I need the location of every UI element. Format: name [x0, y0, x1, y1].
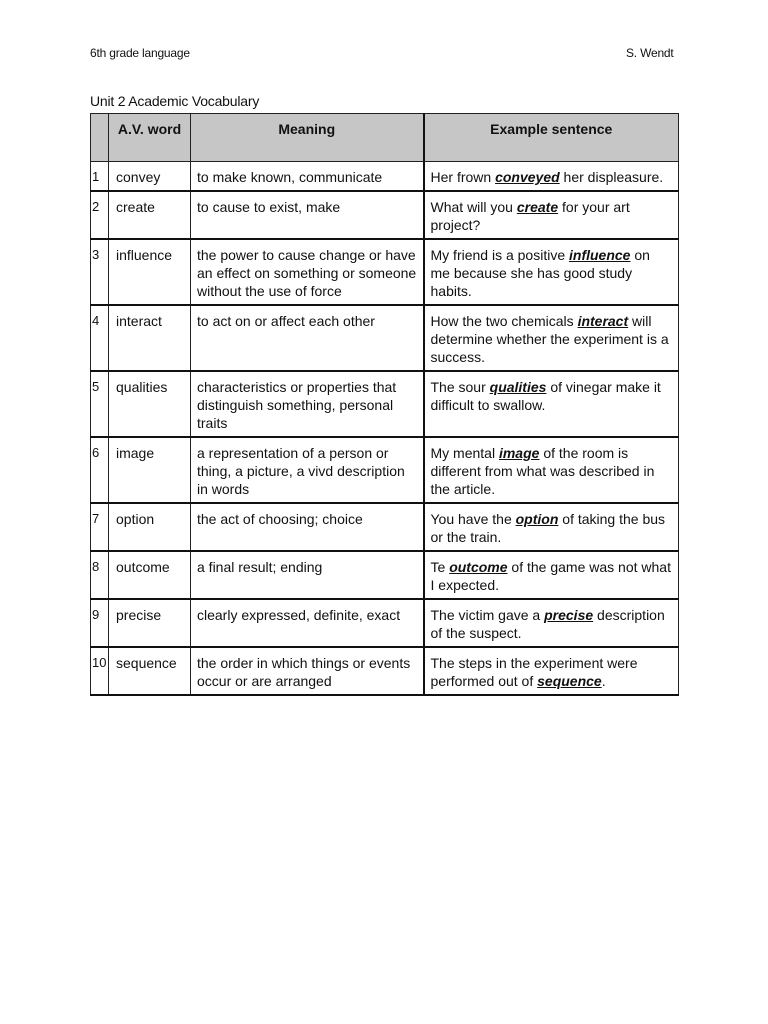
- example-text-after: of taking the bus or the train.: [430, 511, 666, 545]
- header-meaning: Meaning: [191, 114, 424, 162]
- example-text-after: on me because she has good study habits.: [430, 247, 650, 299]
- row-number: 7: [91, 503, 109, 551]
- vocab-word: influence: [109, 239, 191, 305]
- example-sentence: [424, 647, 679, 695]
- vocab-word: create: [109, 191, 191, 239]
- table-row: [91, 503, 679, 551]
- table-row: [91, 162, 679, 192]
- example-sentence: [424, 551, 679, 599]
- table-row: [91, 599, 679, 647]
- header-word: A.V. word: [109, 114, 191, 162]
- example-text-before: What will you: [430, 199, 517, 215]
- example-keyword: interact: [577, 313, 629, 329]
- vocab-word: precise: [109, 599, 191, 647]
- example-text-after: of vinegar make it difficult to swallow.: [430, 379, 661, 413]
- example-text-before: You have the: [430, 511, 516, 527]
- vocab-word: convey: [109, 162, 191, 192]
- example-text-after: description of the suspect.: [430, 607, 665, 641]
- row-number: 8: [91, 551, 109, 599]
- example-sentence: [424, 191, 679, 239]
- example-text-after: her displeasure.: [559, 169, 664, 185]
- vocab-word: qualities: [109, 371, 191, 437]
- example-keyword: image: [498, 445, 540, 461]
- example-text-after: of the game was not what I expected.: [430, 559, 671, 593]
- example-text-before: The victim gave a: [430, 607, 545, 623]
- row-number: 10: [91, 647, 109, 695]
- vocab-word: option: [109, 503, 191, 551]
- example-text-after: for your art project?: [430, 199, 630, 233]
- vocabulary-table: [90, 113, 679, 696]
- table-row: [91, 371, 679, 437]
- word-meaning: the order in which things or events occur or are arranged: [191, 647, 424, 695]
- example-keyword: conveyed: [495, 169, 560, 185]
- example-sentence: [424, 437, 679, 503]
- vocab-word: image: [109, 437, 191, 503]
- example-sentence: [424, 305, 679, 371]
- example-text-after: .: [601, 673, 606, 689]
- example-keyword: sequence: [537, 673, 602, 689]
- example-text-after: will determine whether the experiment is a success.: [430, 313, 669, 365]
- example-keyword: precise: [544, 607, 594, 623]
- example-sentence: [424, 239, 679, 305]
- word-meaning: to act on or affect each other: [191, 305, 424, 371]
- word-meaning: a final result; ending: [191, 551, 424, 599]
- word-meaning: to make known, communicate: [191, 162, 424, 192]
- word-meaning: the power to cause change or have an effect on something or someone without the use of force: [191, 239, 424, 305]
- vocab-word: interact: [109, 305, 191, 371]
- vocab-word: outcome: [109, 551, 191, 599]
- table-header-row: [91, 114, 679, 162]
- header-course: 6th grade language: [90, 46, 190, 60]
- row-number: 3: [91, 239, 109, 305]
- row-number: 6: [91, 437, 109, 503]
- example-text-before: Her frown: [430, 169, 496, 185]
- row-number: 1: [91, 162, 109, 192]
- word-meaning: to cause to exist, make: [191, 191, 424, 239]
- example-sentence: [424, 162, 679, 192]
- word-meaning: a representation of a person or thing, a picture, a vivd description in words: [191, 437, 424, 503]
- example-keyword: create: [516, 199, 559, 215]
- row-number: 9: [91, 599, 109, 647]
- example-keyword: influence: [569, 247, 631, 263]
- table-row: [91, 191, 679, 239]
- table-row: [91, 647, 679, 695]
- example-text-before: How the two chemicals: [430, 313, 578, 329]
- table-row: [91, 437, 679, 503]
- example-text-before: Te: [430, 559, 450, 575]
- example-text-before: The steps in the experiment were performed out of: [430, 655, 638, 689]
- word-meaning: characteristics or properties that distinguish something, personal traits: [191, 371, 424, 437]
- word-meaning: the act of choosing; choice: [191, 503, 424, 551]
- example-text-before: My friend is a positive: [430, 247, 569, 263]
- example-text-before: The sour: [430, 379, 490, 395]
- row-number: 5: [91, 371, 109, 437]
- header-example: Example sentence: [424, 114, 679, 162]
- example-keyword: outcome: [449, 559, 508, 575]
- table-row: [91, 551, 679, 599]
- row-number: 2: [91, 191, 109, 239]
- example-text-before: My mental: [430, 445, 499, 461]
- vocab-word: sequence: [109, 647, 191, 695]
- example-sentence: [424, 599, 679, 647]
- table-row: [91, 239, 679, 305]
- word-meaning: clearly expressed, definite, exact: [191, 599, 424, 647]
- page-title: Unit 2 Academic Vocabulary: [90, 93, 260, 109]
- example-keyword: qualities: [489, 379, 547, 395]
- header-teacher: S. Wendt: [626, 46, 674, 60]
- example-text-after: of the room is different from what was described in the article.: [430, 445, 655, 497]
- example-sentence: [424, 371, 679, 437]
- row-number: 4: [91, 305, 109, 371]
- example-keyword: option: [515, 511, 559, 527]
- example-sentence: [424, 503, 679, 551]
- header-number: [91, 114, 109, 162]
- table-row: [91, 305, 679, 371]
